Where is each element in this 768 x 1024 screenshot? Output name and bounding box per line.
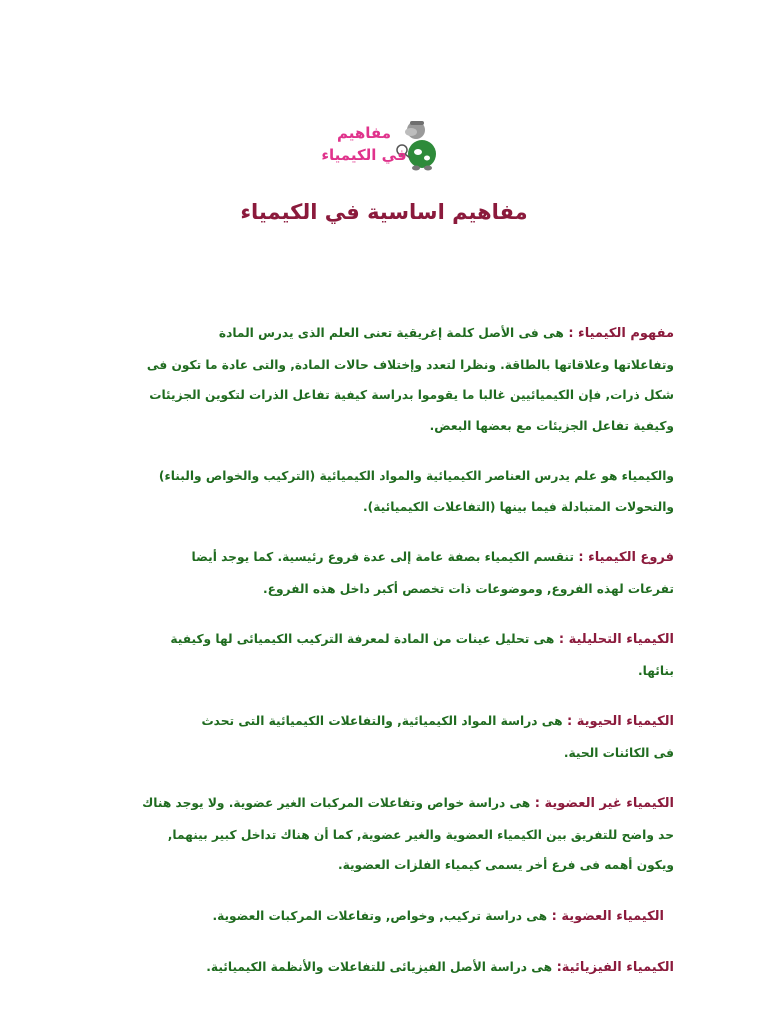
term-label: الكيمياء الحيوية :	[562, 714, 674, 729]
paragraph-physical	[100, 952, 674, 984]
paragraph-line: وتفاعلاتها وعلاقاتها بالطاقة. ونظرا لتعدد وإختلاف حالات المادة, والتى عادة ما تكون فى	[146, 357, 674, 372]
paragraph-line: بنائها.	[638, 663, 674, 678]
document-body	[100, 318, 674, 984]
logo-text-line1: مفاهيم	[336, 124, 392, 142]
paragraph-line: وكيفية تفاعل الجزيئات مع بعضها البعض.	[429, 418, 674, 433]
term-label: الكيمياء الفيزيائية:	[552, 960, 674, 975]
term-label: الكيمياء غير العضوية :	[530, 796, 674, 811]
term-label: فروع الكيمياء :	[573, 550, 674, 565]
paragraph-line: هى دراسة الأصل الفيزيائى للتفاعلات والأنظمة الكيميائية.	[206, 960, 553, 974]
paragraph-line: تفرعات لهذه الفروع, وموضوعات ذات تخصص أكبر داخل هذه الفروع.	[262, 581, 674, 596]
paragraph-line: هى فى الأصل كلمة إغريقية تعنى العلم الذى يدرس المادة	[218, 326, 564, 340]
paragraph-branches	[100, 542, 674, 604]
paragraph-inorganic	[100, 788, 674, 881]
logo-text-line2: في الكيمياء	[321, 146, 407, 164]
paragraph-organic	[100, 901, 674, 933]
paragraph-line: فى الكائنات الحية.	[563, 745, 674, 760]
paragraph-line: والكيمياء هو علم يدرس العناصر الكيميائية والمواد الكيميائية (التركيب والخواص والبناء)	[158, 469, 674, 483]
paragraph-line: شكل ذرات, فإن الكيميائيين غالبا ما يقوموا بدراسة كيفية تفاعل الذرات لتكوين الجزيئات	[149, 388, 674, 402]
paragraph-line: ويكون أهمه فى فرع أخر يسمى كيمياء الفلزات العضوية.	[337, 858, 674, 872]
paragraph-line: والتحولات المتبادلة فيما بينها (التفاعلات الكيميائية).	[363, 499, 674, 514]
paragraph-line: هى دراسة المواد الكيميائية, والتفاعلات الكيميائية التى تحدث	[201, 714, 563, 728]
term-label: الكيمياء التحليلية :	[554, 632, 674, 647]
paragraph-line: هى تحليل عينات من المادة لمعرفة التركيب الكيميائى لها وكيفية	[170, 632, 555, 646]
scientist-mascot-icon	[321, 112, 442, 174]
paragraph-line: هى دراسة تركيب, وخواص, وتفاعلات المركبات العضوية.	[212, 908, 548, 923]
logo	[321, 112, 442, 174]
paragraph-line: حد واضح للتفريق بين الكيمياء العضوية والغير عضوية, كما أن هناك تداخل كبير بينهما,	[167, 827, 674, 842]
term-label: الكيمياء العضوية :	[547, 908, 664, 924]
paragraph-analytical	[100, 624, 674, 686]
paragraph-definition	[100, 318, 674, 441]
paragraph-chemistry-study	[100, 461, 674, 522]
paragraph-line: هى دراسة خواص وتفاعلات المركبات الغير عضوية. ولا يوجد هناك	[142, 796, 531, 810]
page-title: مفاهيم اساسية في الكيمياء	[240, 200, 528, 224]
paragraph-line: تنقسم الكيمياء بصفة عامة إلى عدة فروع رئيسية. كما يوجد أيضا	[191, 550, 574, 564]
paragraph-biochemistry	[100, 706, 674, 768]
term-label: مفهوم الكيمياء :	[563, 326, 674, 341]
